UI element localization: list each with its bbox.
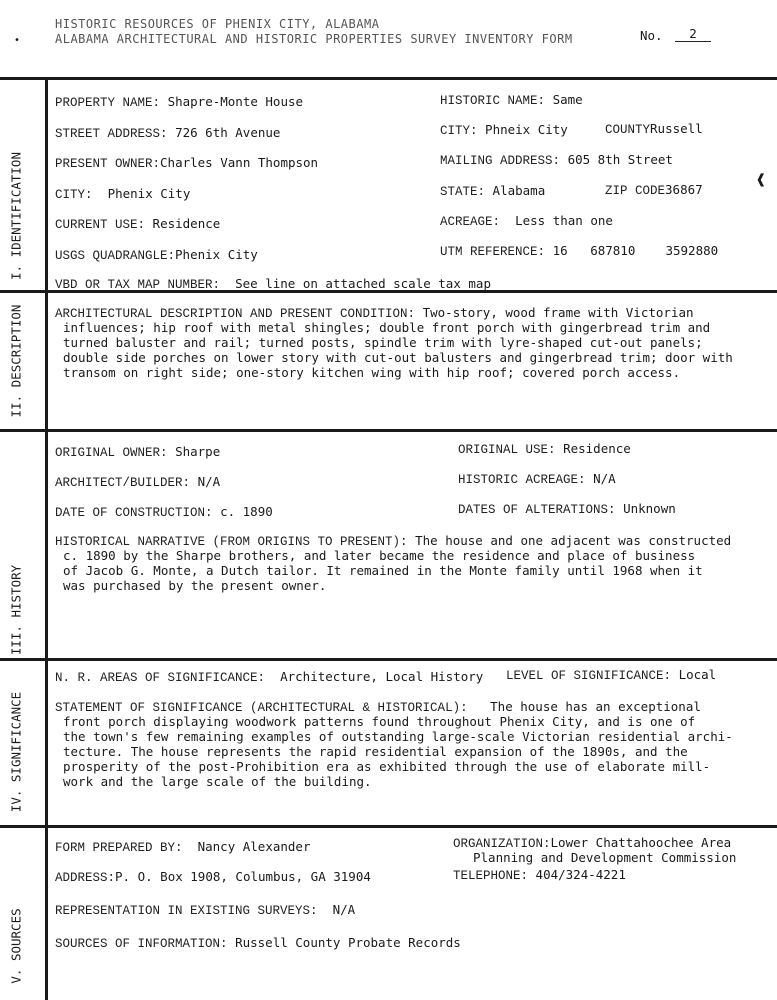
vbd-field (55, 276, 491, 292)
historic-acreage-value: N/A (593, 471, 616, 486)
date-of-construction-field (55, 504, 273, 520)
areas-of-significance-field (55, 669, 483, 685)
statement-line-2: front porch displaying woodwork patterns found throughout Phenix City, and is one of (63, 714, 696, 729)
historic-acreage-label: HISTORIC ACREAGE: (458, 473, 586, 487)
statement-line-3: the town's few remaining examples of outstanding large-scale Victorian residential archi- (63, 729, 733, 744)
form-prepared-value: Nancy Alexander (197, 839, 311, 854)
city2-label: CITY: (55, 188, 93, 202)
utm-easting: 687810 (590, 243, 636, 258)
margin-mark: ❰ (756, 170, 766, 189)
description-line-1: Two-story, wood frame with Victorian (422, 305, 694, 320)
city-field (440, 122, 568, 138)
dates-of-alterations-field (458, 501, 676, 517)
description-line-4: double side porches on lower story with cut-out balusters and gingerbread trim; door with (63, 350, 733, 365)
narrative-line-3: of Jacob G. Monte, a Dutch tailor. It remained in the Monte family until 1968 when it (63, 563, 703, 578)
acreage-field (440, 213, 613, 229)
description-label: ARCHITECTURAL DESCRIPTION AND PRESENT CONDITION: (55, 307, 416, 321)
statement-label: STATEMENT OF SIGNIFICANCE (ARCHITECTURAL & HISTORICAL): (55, 701, 468, 715)
utm-label: UTM REFERENCE: (440, 245, 546, 259)
mailing-address-value: 605 8th Street (567, 152, 673, 167)
rule-after-description (0, 429, 777, 432)
statement-line-1: The house has an exceptional (490, 699, 701, 714)
address-label: ADDRESS: (55, 871, 116, 885)
description-line-3: turned baluster and rail; turned posts, spindle trim with lyre-shaped cut-out panels; (63, 335, 703, 350)
description-line-2: influences; hip roof with metal shingles; double front porch with gingerbread trim and (63, 320, 711, 335)
dates-of-alterations-value: Unknown (623, 501, 676, 516)
narrative-first-line (55, 533, 731, 549)
form-number-label: No. (640, 28, 663, 43)
rule-after-significance (0, 825, 777, 828)
property-name-field (55, 94, 303, 110)
level-of-significance-value: Local (678, 667, 717, 682)
telephone-field (453, 867, 626, 883)
rule-left-margin (45, 77, 48, 1000)
form-header-line2: ALABAMA ARCHITECTURAL AND HISTORIC PROPERTIES SURVEY INVENTORY FORM (55, 32, 573, 46)
city2-value: Phenix City (107, 186, 191, 201)
utm-northing: 3592880 (665, 243, 719, 258)
narrative-label: HISTORICAL NARRATIVE (FROM ORIGINS TO PRESENT): (55, 535, 408, 549)
acreage-value: Less than one (515, 213, 613, 228)
narrative-line-4: was purchased by the present owner. (63, 578, 327, 593)
vbd-value: See line on attached scale tax map (235, 276, 491, 291)
zip-value: 36867 (665, 182, 703, 197)
present-owner-label: PRESENT OWNER: (55, 157, 161, 171)
original-use-label: ORIGINAL USE: (458, 443, 556, 457)
organization-line-2: Planning and Development Commission (473, 850, 737, 865)
utm-zone: 16 (552, 243, 568, 258)
present-owner-field (55, 155, 318, 171)
organization-label: ORGANIZATION: (453, 837, 551, 851)
county-value: Russell (650, 121, 703, 136)
street-address-value: 726 6th Avenue (175, 125, 281, 140)
form-prepared-field (55, 839, 310, 855)
statement-first-line (55, 699, 701, 715)
current-use-label: CURRENT USE: (55, 218, 146, 232)
narrative-line-2: c. 1890 by the Sharpe brothers, and later became the residence and place of business (63, 548, 696, 563)
statement-line-6: work and the large scale of the building. (63, 774, 372, 789)
form-prepared-label: FORM PREPARED BY: (55, 841, 183, 855)
city-label: CITY: (440, 124, 478, 138)
state-value: Alabama (492, 183, 546, 198)
usgs-value: Phenix City (175, 247, 258, 262)
street-address-label: STREET ADDRESS: (55, 127, 168, 141)
representation-value: N/A (332, 902, 356, 917)
rule-after-history (0, 658, 777, 661)
mailing-address-field (440, 152, 673, 168)
original-owner-field (55, 444, 220, 460)
address-value: P. O. Box 1908, Columbus, GA 31904 (115, 869, 371, 884)
architect-value: N/A (197, 474, 221, 489)
areas-of-significance-value: Architecture, Local History (280, 669, 484, 684)
rule-top (0, 77, 777, 80)
original-use-field (458, 441, 631, 457)
street-address-field (55, 125, 280, 141)
representation-label: REPRESENTATION IN EXISTING SURVEYS: (55, 904, 318, 918)
mailing-address-label: MAILING ADDRESS: (440, 154, 561, 168)
present-owner-value: Charles Vann Thompson (160, 155, 319, 170)
description-line-5: transom on right side; one-story kitchen wing with hip roof; covered porch access. (63, 365, 681, 380)
current-use-value: Residence (152, 216, 221, 231)
state-label: STATE: (440, 185, 486, 199)
county-label: COUNTY (605, 123, 651, 137)
property-name-label: PROPERTY NAME: (55, 96, 161, 110)
historic-name-value: Same (552, 92, 583, 107)
narrative-line-1: The house and one adjacent was constructed (415, 533, 732, 548)
level-of-significance-label: LEVEL OF SIGNIFICANCE: (506, 669, 672, 683)
statement-line-5: prosperity of the post-Prohibition era as exhibited through the use of elaborate mill- (63, 759, 711, 774)
usgs-field (55, 247, 258, 263)
architect-label: ARCHITECT/BUILDER: (55, 476, 191, 490)
historic-acreage-field (458, 471, 616, 487)
date-of-construction-label: DATE OF CONSTRUCTION: (55, 506, 213, 520)
city2-field (55, 186, 190, 202)
sources-of-information-label: SOURCES OF INFORMATION: (55, 937, 228, 951)
statement-line-4: tecture. The house represents the rapid residential expansion of the 1890s, and the (63, 744, 688, 759)
sources-of-information-field (55, 935, 461, 951)
areas-of-significance-label: N. R. AREAS OF SIGNIFICANCE: (55, 671, 266, 685)
sources-of-information-value: Russell County Probate Records (235, 935, 461, 950)
form-header-line1: HISTORIC RESOURCES OF PHENIX CITY, ALABAMA (55, 17, 380, 31)
usgs-label: USGS QUADRANGLE: (55, 249, 176, 263)
dates-of-alterations-label: DATES OF ALTERATIONS: (458, 503, 616, 517)
architect-field (55, 474, 220, 490)
acreage-label: ACREAGE: (440, 215, 501, 229)
vbd-label: VBD OR TAX MAP NUMBER: (55, 278, 221, 292)
current-use-field (55, 216, 220, 232)
original-owner-label: ORIGINAL OWNER: (55, 446, 168, 460)
description-first-line (55, 305, 694, 321)
representation-field (55, 902, 355, 918)
address-field (55, 869, 371, 885)
zip-label: ZIP CODE (605, 184, 666, 198)
city-value: Phneix City (485, 122, 568, 137)
date-of-construction-value: c. 1890 (220, 504, 273, 519)
level-of-significance-field (506, 667, 716, 683)
original-owner-value: Sharpe (175, 444, 221, 459)
telephone-value: 404/324-4221 (535, 867, 626, 882)
zip-field (605, 182, 703, 198)
organization-field (453, 835, 731, 851)
historic-name-field (440, 92, 583, 108)
state-field (440, 183, 545, 199)
county-field (605, 121, 703, 137)
telephone-label: TELEPHONE: (453, 869, 529, 883)
historic-name-label: HISTORIC NAME: (440, 94, 546, 108)
margin-dot: • (14, 35, 21, 46)
property-name-value: Shapre-Monte House (167, 94, 304, 109)
form-number-value: 2 (675, 26, 711, 42)
utm-field (440, 243, 718, 259)
original-use-value: Residence (563, 441, 631, 456)
organization-line-1: Lower Chattahoochee Area (550, 835, 732, 850)
